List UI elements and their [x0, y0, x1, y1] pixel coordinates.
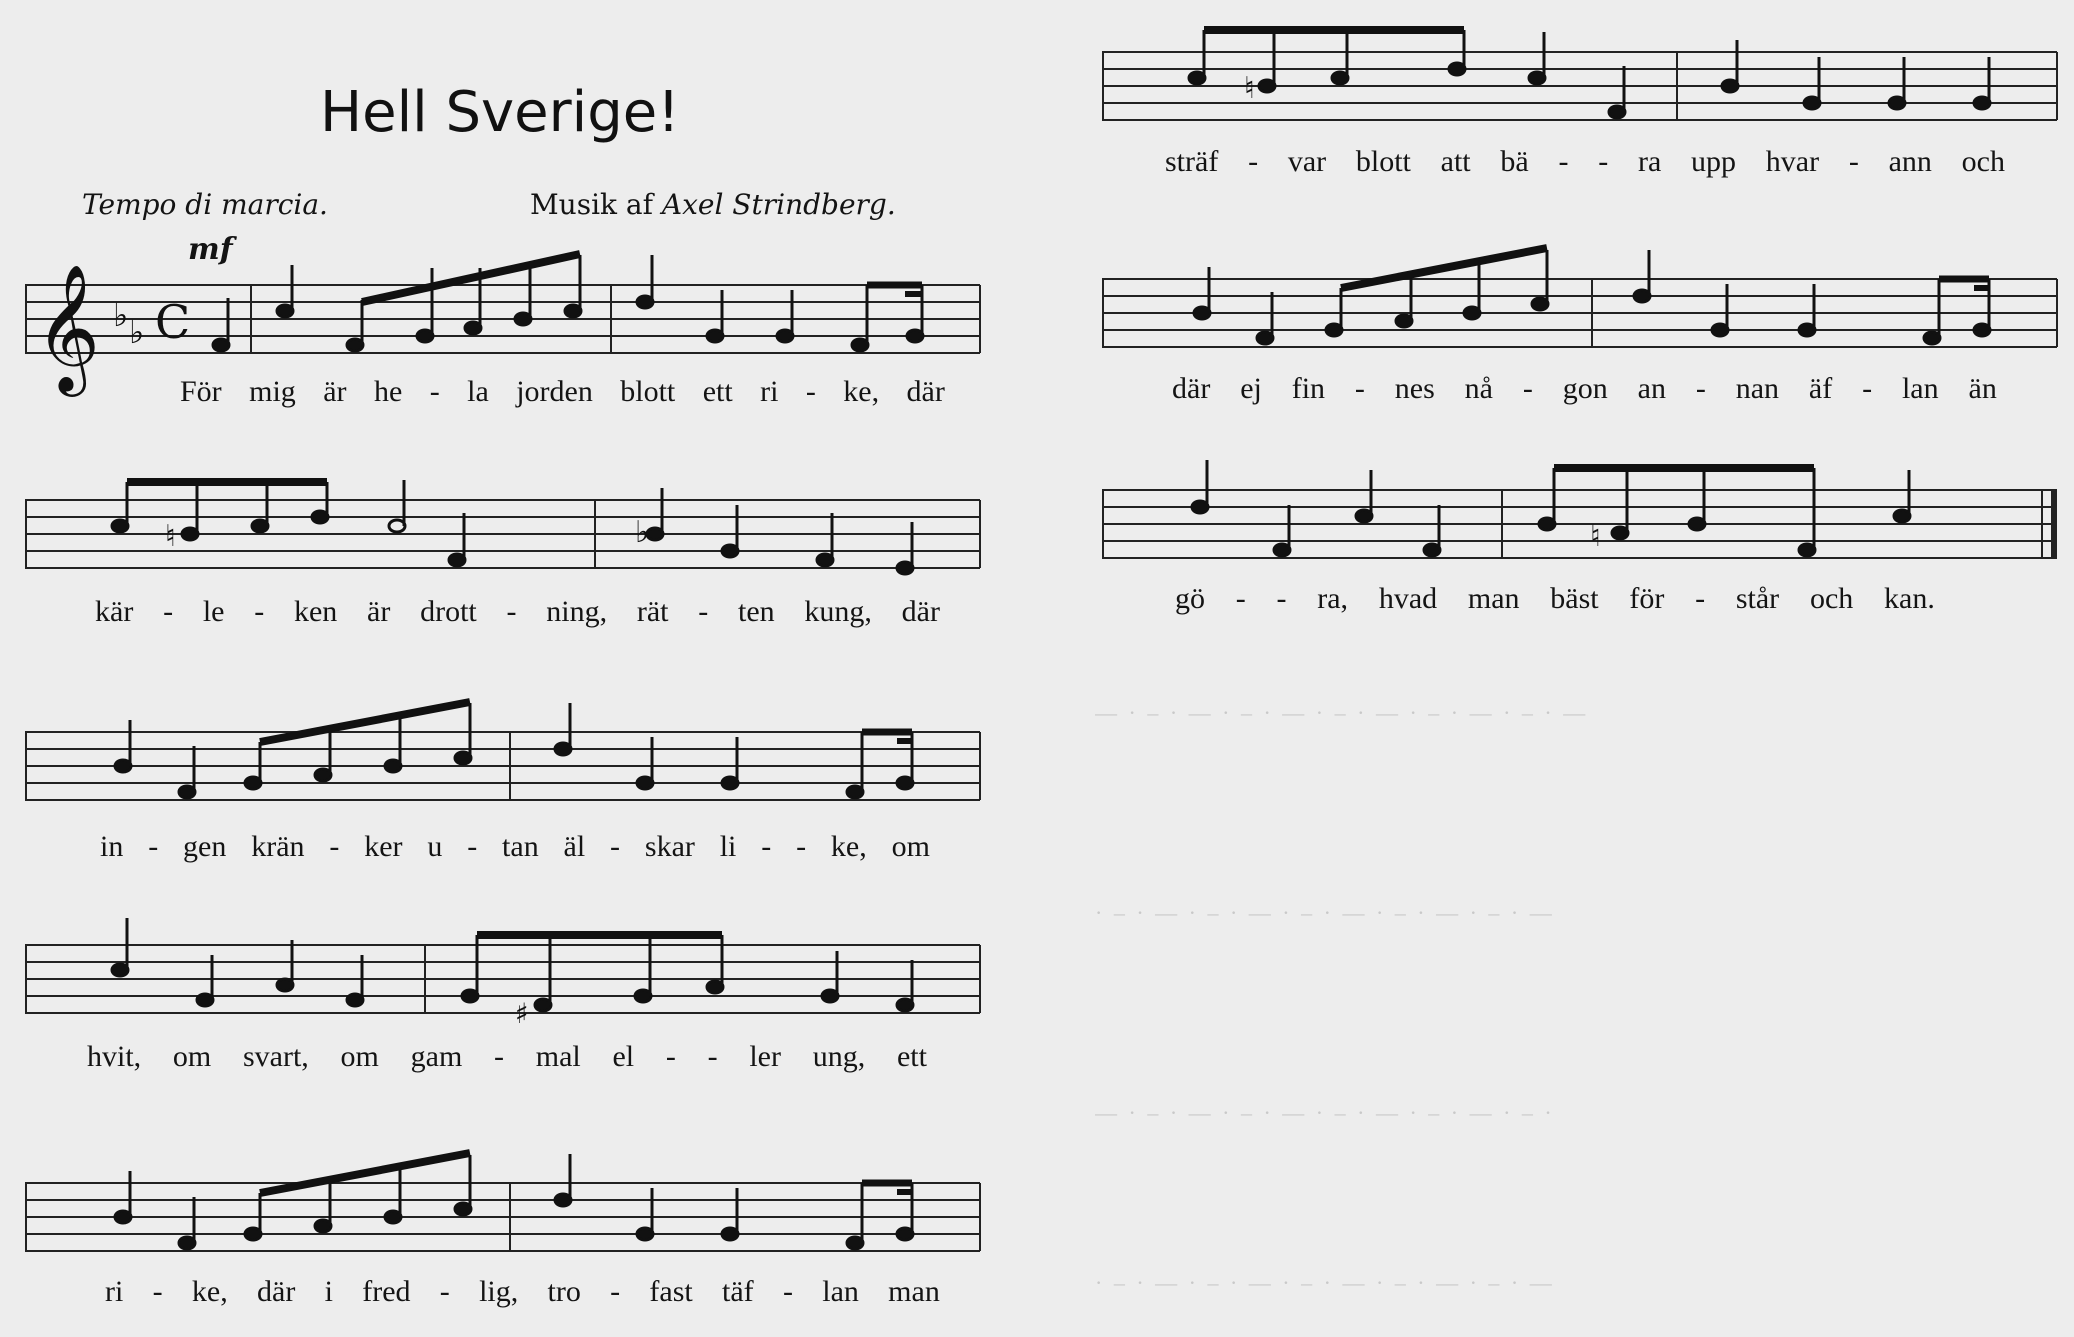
lyric-syllable: står — [1735, 582, 1780, 615]
lyric-syllable: och — [1809, 582, 1854, 615]
music-staff — [25, 915, 985, 1030]
lyric-syllable: man — [1467, 582, 1520, 615]
natural-sign-icon: ♮ — [1244, 71, 1255, 106]
lyric-syllable: mig — [249, 375, 296, 408]
lyric-syllable: ej — [1240, 372, 1262, 405]
sharp-sign-icon: ♯ — [515, 997, 529, 1030]
lyric-syllable: - — [1695, 372, 1706, 405]
lyric-syllable: la — [467, 375, 489, 408]
lyric-syllable: ke, — [843, 375, 880, 408]
lyric-syllable: lan — [1901, 372, 1939, 405]
lyric-syllable: ker — [364, 830, 403, 863]
music-staff — [25, 260, 985, 390]
lyric-syllable: - — [148, 830, 159, 863]
lyric-syllable: - — [1695, 582, 1706, 615]
lyric-syllable: fast — [649, 1275, 693, 1308]
natural-sign-icon: ♮ — [1590, 519, 1601, 554]
bleed-through-text: · ‒ · — · ‒ · — · ‒ · — · ‒ · — · ‒ · — — [1095, 900, 1555, 925]
lyric-syllable: var — [1287, 145, 1327, 178]
lyric-syllable: där — [901, 595, 940, 628]
lyric-line — [1172, 372, 1997, 406]
lyric-syllable: om — [172, 1040, 212, 1073]
flat-sign-icon: ♭ — [113, 296, 129, 334]
lyric-syllable: ett — [896, 1040, 927, 1073]
lyric-syllable: ung, — [812, 1040, 866, 1073]
lyric-syllable: - — [1862, 372, 1873, 405]
lyric-syllable: li — [719, 830, 737, 863]
lyric-syllable: lig, — [479, 1275, 519, 1308]
lyric-syllable: om — [340, 1040, 379, 1073]
common-time-icon: C — [155, 295, 191, 349]
lyric-syllable: - — [1276, 582, 1287, 615]
lyric-syllable: - — [439, 1275, 450, 1308]
tempo-marking: Tempo di marcia. — [82, 188, 328, 221]
lyric-syllable: skar — [644, 830, 695, 863]
lyric-syllable: sträf — [1165, 145, 1219, 178]
lyric-syllable: - — [152, 1275, 163, 1308]
lyric-syllable: he — [373, 375, 403, 408]
music-staff — [1102, 450, 2062, 570]
lyric-syllable: gen — [183, 830, 227, 863]
lyric-line — [100, 830, 930, 864]
natural-sign-icon: ♮ — [165, 519, 176, 554]
music-staff — [25, 1135, 985, 1265]
lyric-syllable: lan — [822, 1275, 859, 1308]
lyric-syllable: äf — [1808, 372, 1833, 405]
lyric-syllable: ning, — [546, 595, 608, 628]
lyric-syllable: ri — [760, 375, 779, 408]
flat-sign-icon: ♭ — [635, 515, 650, 550]
lyric-syllable: bäst — [1550, 582, 1599, 615]
music-staff — [25, 700, 985, 820]
lyric-syllable: upp — [1691, 145, 1737, 178]
lyric-syllable: - — [707, 1040, 718, 1073]
composer-prefix: Musik af — [530, 188, 653, 221]
lyric-syllable: - — [1522, 372, 1533, 405]
lyric-line — [1175, 582, 1935, 616]
lyric-syllable: - — [429, 375, 440, 408]
composer-name: Axel Strindberg. — [661, 188, 896, 221]
lyric-syllable: för — [1629, 582, 1665, 615]
lyric-syllable: - — [254, 595, 265, 628]
lyric-syllable: u — [427, 830, 443, 863]
lyric-syllable: där — [906, 375, 945, 408]
lyric-syllable: - — [1235, 582, 1246, 615]
lyric-syllable: är — [323, 375, 347, 408]
lyric-syllable: gon — [1562, 372, 1608, 405]
music-staff — [25, 480, 985, 590]
lyric-syllable: - — [698, 595, 709, 628]
lyric-line — [105, 1275, 940, 1309]
lyric-syllable: hvar — [1765, 145, 1820, 178]
composer-credit — [530, 188, 896, 221]
lyric-syllable: - — [494, 1040, 505, 1073]
bleed-through-text: — · ‒ · — · ‒ · — · ‒ · — · ‒ · — · ‒ · — [1095, 1100, 1555, 1125]
lyric-syllable: täf — [722, 1275, 754, 1308]
lyric-syllable: ken — [293, 595, 338, 628]
song-title: Hell Sverige! — [320, 80, 680, 145]
lyric-syllable: i — [324, 1275, 333, 1308]
lyric-syllable: ten — [738, 595, 775, 628]
lyric-syllable: - — [163, 595, 174, 628]
lyric-syllable: - — [610, 1275, 621, 1308]
lyric-syllable: nes — [1394, 372, 1435, 405]
lyric-syllable: nå — [1464, 372, 1493, 405]
lyric-syllable: gö — [1175, 582, 1205, 615]
lyric-syllable: tro — [547, 1275, 581, 1308]
lyric-syllable: in — [100, 830, 124, 863]
lyric-syllable: rät — [636, 595, 669, 628]
lyric-syllable: mal — [535, 1040, 581, 1073]
lyric-syllable: nan — [1735, 372, 1780, 405]
lyric-syllable: el — [612, 1040, 635, 1073]
music-staff — [1102, 230, 2062, 360]
music-staff — [1102, 20, 2062, 130]
lyric-syllable: ke, — [191, 1275, 228, 1308]
lyric-syllable: le — [202, 595, 225, 628]
lyric-line — [180, 375, 945, 409]
bleed-through-text: — · ‒ · — · ‒ · — · ‒ · — · ‒ · — · ‒ · — — [1095, 700, 1589, 725]
lyric-syllable: - — [1598, 145, 1609, 178]
lyric-syllable: fred — [362, 1275, 411, 1308]
lyric-syllable: an — [1637, 372, 1666, 405]
lyric-syllable: där — [257, 1275, 296, 1308]
lyric-syllable: kung, — [804, 595, 872, 628]
lyric-syllable: där — [1172, 372, 1211, 405]
lyric-syllable: bä — [1500, 145, 1529, 178]
treble-clef-icon: 𝄞 — [35, 263, 101, 391]
lyric-syllable: ett — [702, 375, 733, 408]
lyric-syllable: om — [891, 830, 930, 863]
lyric-syllable: - — [796, 830, 807, 863]
lyric-syllable: är — [367, 595, 391, 628]
lyric-syllable: kan. — [1884, 582, 1935, 615]
lyric-syllable: ri — [105, 1275, 124, 1308]
lyric-syllable: äl — [563, 830, 586, 863]
lyric-syllable: - — [1248, 145, 1259, 178]
lyric-line — [95, 595, 940, 629]
bleed-through-text: · ‒ · — · ‒ · — · ‒ · — · ‒ · — · ‒ · — — [1095, 1270, 1555, 1295]
lyric-syllable: kär — [95, 595, 134, 628]
lyric-syllable: ann — [1888, 145, 1932, 178]
lyric-syllable: - — [1848, 145, 1859, 178]
lyric-syllable: - — [1354, 372, 1365, 405]
lyric-syllable: jorden — [516, 375, 593, 408]
lyric-syllable: att — [1440, 145, 1471, 178]
lyric-syllable: ra, — [1317, 582, 1349, 615]
lyric-line — [1165, 145, 2005, 179]
lyric-syllable: - — [467, 830, 478, 863]
lyric-syllable: - — [610, 830, 621, 863]
lyric-syllable: - — [329, 830, 340, 863]
lyric-syllable: blott — [1355, 145, 1411, 178]
flat-sign-icon: ♭ — [129, 313, 145, 351]
lyric-syllable: ke, — [830, 830, 867, 863]
lyric-syllable: drott — [420, 595, 477, 628]
lyric-syllable: hvad — [1378, 582, 1438, 615]
lyric-syllable: - — [665, 1040, 676, 1073]
lyric-syllable: och — [1961, 145, 2005, 178]
lyric-syllable: - — [761, 830, 772, 863]
lyric-syllable: - — [805, 375, 816, 408]
lyric-syllable: blott — [620, 375, 676, 408]
lyric-syllable: fin — [1291, 372, 1326, 405]
lyric-syllable: hvit, — [87, 1040, 142, 1073]
dynamic-marking: mf — [188, 232, 233, 267]
lyric-syllable: krän — [251, 830, 305, 863]
lyric-syllable: ler — [749, 1040, 781, 1073]
lyric-syllable: tan — [502, 830, 539, 863]
lyric-syllable: - — [1558, 145, 1569, 178]
lyric-syllable: gam — [410, 1040, 463, 1073]
lyric-syllable: man — [888, 1275, 940, 1308]
lyric-line — [87, 1040, 927, 1074]
lyric-syllable: - — [782, 1275, 793, 1308]
lyric-syllable: För — [180, 375, 222, 408]
lyric-syllable: - — [506, 595, 517, 628]
lyric-syllable: ra — [1637, 145, 1662, 178]
lyric-syllable: än — [1968, 372, 1997, 405]
lyric-syllable: svart, — [242, 1040, 309, 1073]
